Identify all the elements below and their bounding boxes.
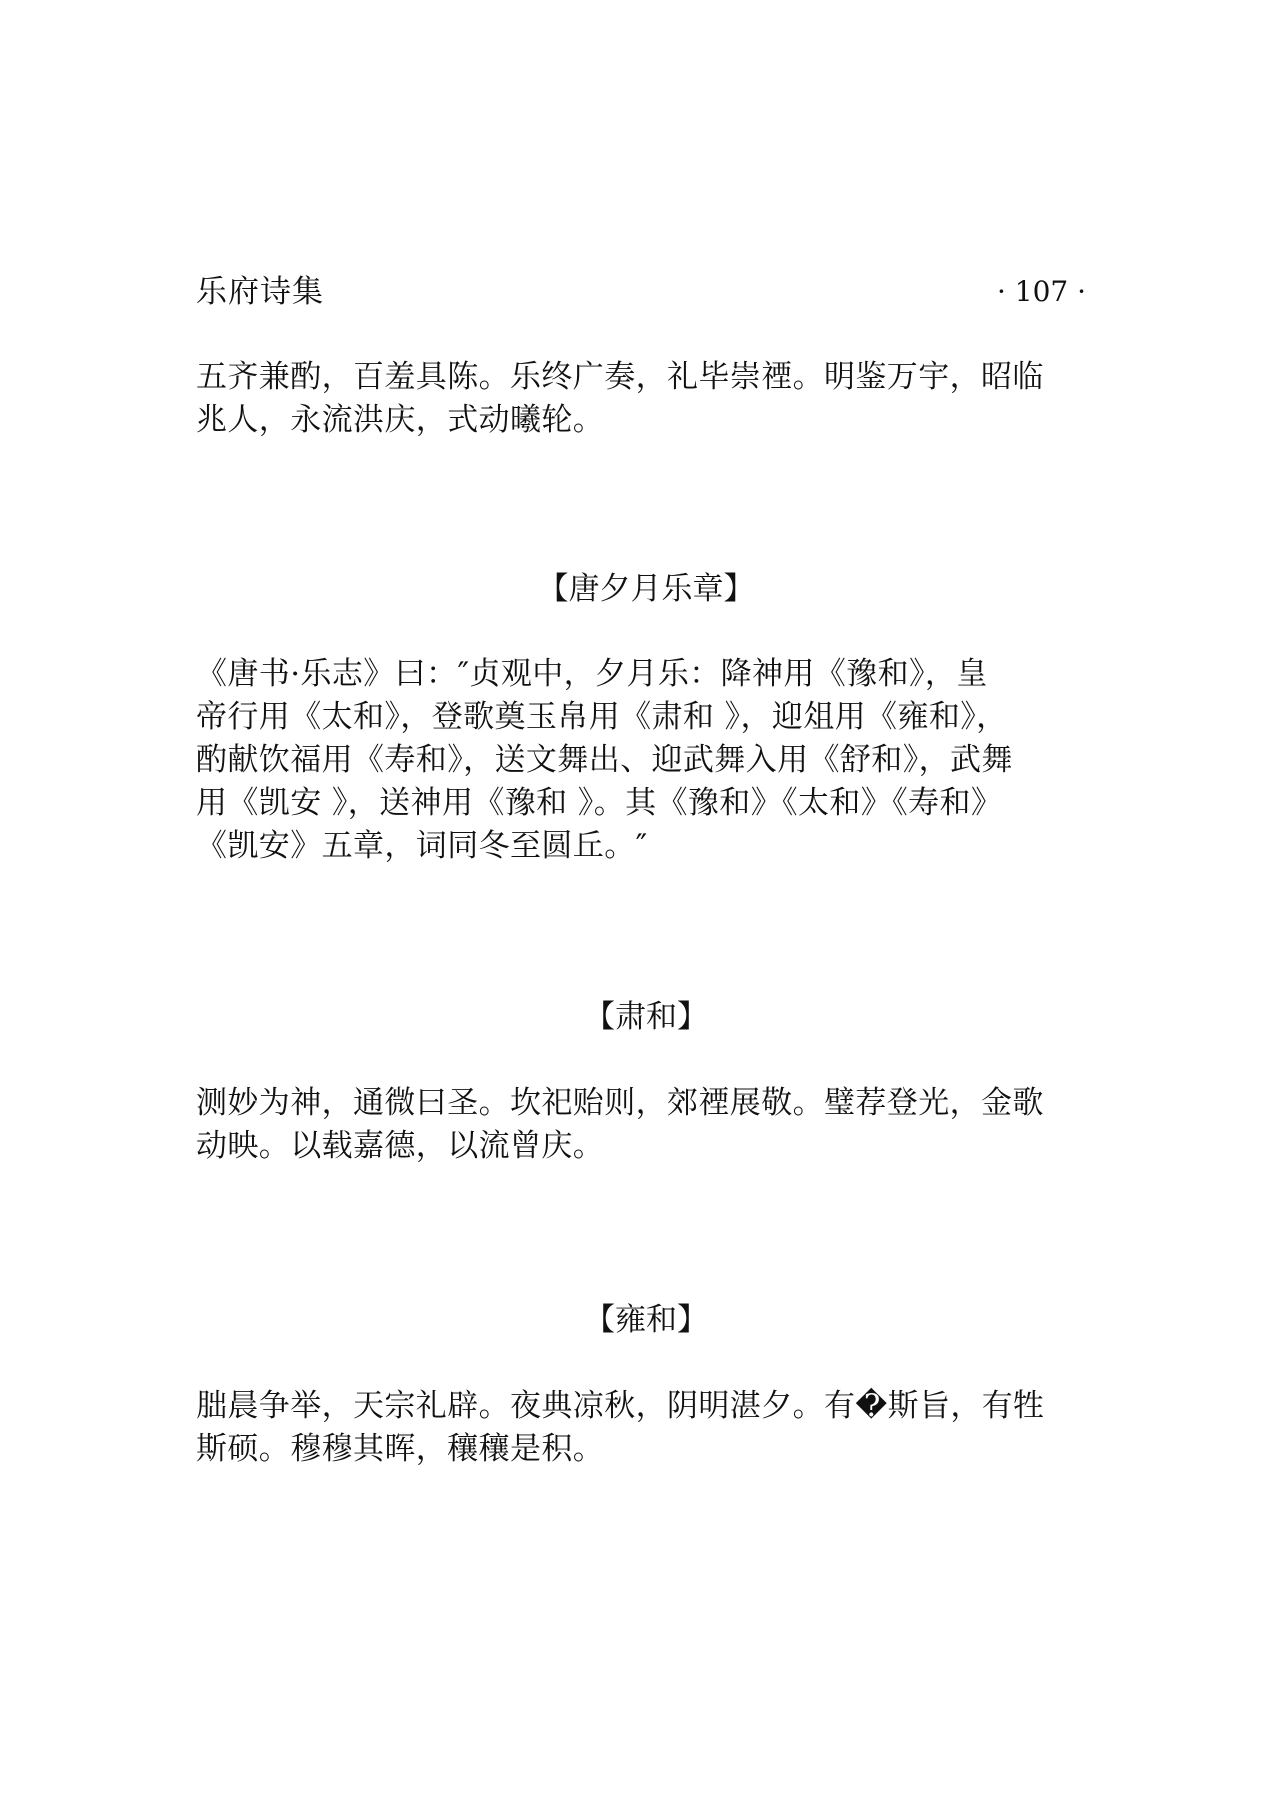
yonghe-passage [196,1385,1096,1471]
passage-line: 《凯安》五章，词同冬至圆丘。″ [196,828,648,864]
page-number: · 107 · [996,275,1086,308]
passage-line: 酌献饮福用《寿和》，送文舞出、迎武舞入用《舒和》，武舞 [196,742,1013,778]
passage-line: 五齐兼酌，百羞具陈。乐终广奏，礼毕崇禋。明鉴万宇，昭临 [196,359,1044,395]
running-header [196,270,1086,314]
passage-line: 兆人，永流洪庆，式动曦轮。 [196,402,605,438]
tang-xiyue-passage [196,653,1096,868]
passage-line: 动映。以载嘉德，以流曾庆。 [196,1128,605,1164]
passage-line: 帝行用《太和》，登歌奠玉帛用《肃和 》，迎俎用《雍和》， [196,699,1008,735]
passage-line: 用《凯安 》，送神用《豫和 》。其《豫和》《太和》《寿和》 [196,785,1003,821]
suhe-passage [196,1082,1096,1168]
intro-passage [196,356,1096,442]
section-heading-suhe: 【肃和】 [584,999,708,1035]
section-heading-tang-xiyue: 【唐夕月乐章】 [537,571,755,607]
passage-line: 斯硕。穆穆其晖，穰穰是积。 [196,1431,605,1467]
section-heading-yonghe: 【雍和】 [584,1302,708,1338]
passage-line: 测妙为神，通微曰圣。坎祀贻则，郊禋展敬。璧荐登光，金歌 [196,1085,1044,1121]
book-title: 乐府诗集 [196,274,324,310]
passage-line: 《唐书·乐志》曰：″贞观中，夕月乐：降神用《豫和》，皇 [196,656,988,692]
passage-line: 朏晨争举，天宗礼辟。夜典凉秋，阴明湛夕。有�斯旨，有牲 [196,1388,1045,1424]
